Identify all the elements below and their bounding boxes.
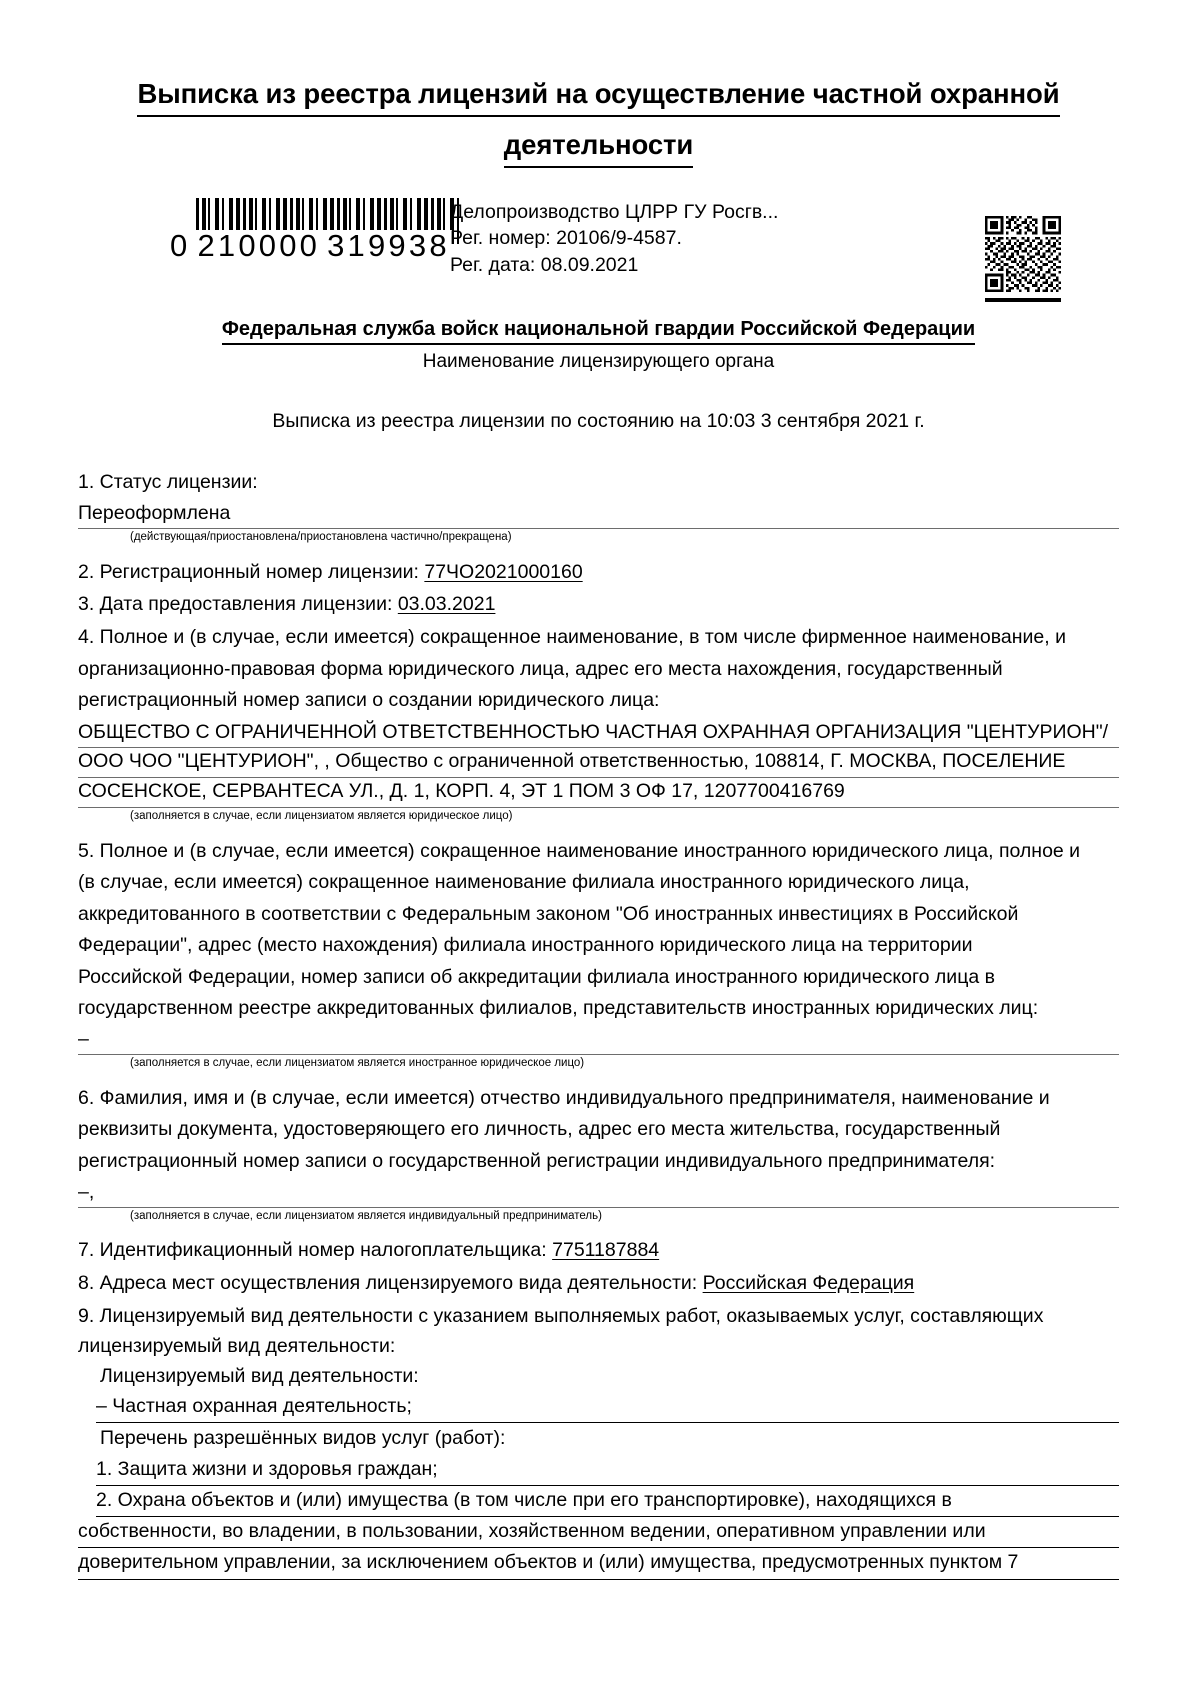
document-body — [78, 467, 1119, 1579]
item-9-licensed-activity — [78, 1301, 1119, 1580]
item-6-text-line-2: реквизиты документа, удостоверяющего его личность, адрес его места жительства, государственный — [78, 1118, 1001, 1141]
page-title-line-2: деятельности — [504, 125, 693, 168]
item-1-license-status — [78, 467, 1119, 544]
item-5-text-line-1: 5. Полное и (в случае, если имеется) сокращенное наименование иностранного юридического лица, полное и — [78, 839, 1081, 862]
item-2-label: 2. Регистрационный номер лицензии: — [78, 560, 419, 583]
item-8-value: Российская Федерация — [702, 1271, 915, 1294]
item-5-value: – — [78, 1027, 1119, 1055]
qr-underline-bar — [985, 298, 1061, 302]
barcode-digit-lead: 0 — [170, 227, 191, 263]
item-4-value-line-2: ООО ЧОО "ЦЕНТУРИОН", , Общество с ограниченной ответственностью, 108814, Г. МОСКВА, ПОСЕЛЕНИЕ — [78, 748, 1119, 778]
barcode-block — [170, 198, 462, 261]
stamp-office-line: Делопроизводство ЦЛРР ГУ Росгв... — [450, 200, 779, 223]
item-1-value: Переоформлена — [78, 501, 1119, 529]
page-title-line-1: Выписка из реестра лицензий на осуществление частной охранной — [137, 74, 1059, 117]
item-6-sole-proprietor — [78, 1083, 1119, 1224]
item-9-service-2-line-2: собственности, во владении, в пользовании, хозяйственном ведении, оперативном управлении или — [78, 1517, 1119, 1548]
item-5-text-line-4: Федерации", адрес (место нахождения) филиала иностранного юридического лица на территории — [78, 934, 973, 957]
item-1-caption: (действующая/приостановлена/приостановлена частично/прекращена) — [130, 531, 512, 544]
item-3-label: 3. Дата предоставления лицензии: — [78, 593, 393, 616]
qr-code-icon — [985, 216, 1061, 292]
stamp-reg-number-line: Рег. номер: 20106/9-4587. — [450, 227, 682, 250]
item-9-services-subheading: Перечень разрешённых видов услуг (работ): — [100, 1427, 506, 1450]
licensing-authority-name: Федеральная служба войск национальной гвардии Российской Федерации — [222, 316, 975, 345]
item-9-service-2 — [96, 1486, 1119, 1517]
page-title — [78, 0, 1119, 168]
item-4-value — [78, 719, 1119, 808]
item-1-label: 1. Статус лицензии: — [78, 471, 258, 494]
item-7-taxpayer-number — [78, 1235, 1119, 1267]
item-7-label: 7. Идентификационный номер налогоплательщика: — [78, 1239, 547, 1262]
item-6-text-line-3: регистрационный номер записи о государственной регистрации индивидуального предпринимателя: — [78, 1149, 996, 1172]
item-5-foreign-entity — [78, 836, 1119, 1071]
licensing-authority — [78, 316, 1119, 375]
stamp-reg-date-line: Рег. дата: 08.09.2021 — [450, 253, 639, 276]
item-9-service-2-line-3: доверительном управлении, за исключением объектов и (или) имущества, предусмотренных пунктом 7 — [78, 1548, 1119, 1579]
registration-stamp-row — [78, 198, 1119, 298]
as-of-statement: Выписка из реестра лицензии по состоянию на 10:03 3 сентября 2021 г. — [272, 410, 925, 433]
item-5-text-line-6: государственном реестре аккредитованных филиалов, представительств иностранных юридических лиц: — [78, 997, 1039, 1020]
item-9-text-line-2: лицензируемый вид деятельности: — [78, 1334, 396, 1357]
item-4-text-line-3: регистрационный номер записи о создании юридического лица: — [78, 689, 660, 712]
item-5-text-line-3: аккредитованного в соответствии с Федеральным законом "Об иностранных инвестициях в Российской — [78, 902, 1019, 925]
item-4-value-line-1: ОБЩЕСТВО С ОГРАНИЧЕННОЙ ОТВЕТСТВЕННОСТЬЮ ЧАСТНАЯ ОХРАННАЯ ОРГАНИЗАЦИЯ "ЦЕНТУРИОН"/ — [78, 719, 1119, 749]
item-4-legal-entity — [78, 622, 1119, 824]
item-8-activity-addresses — [78, 1268, 1119, 1300]
item-6-caption: (заполняется в случае, если лицензиатом является индивидуальный предприниматель) — [130, 1209, 602, 1222]
barcode-digits — [170, 227, 452, 263]
item-5-text-line-5: Российской Федерации, номер записи об аккредитации филиала иностранного юридического лица в — [78, 965, 995, 988]
licensing-authority-caption: Наименование лицензирующего органа — [422, 350, 775, 372]
item-5-caption: (заполняется в случае, если лицензиатом является иностранное юридическое лицо) — [130, 1057, 585, 1070]
item-6-value: –, — [78, 1180, 1119, 1208]
item-7-value: 7751187884 — [552, 1239, 660, 1262]
item-9-service-1: 1. Защита жизни и здоровья граждан; — [96, 1454, 1119, 1486]
item-4-text-line-2: организационно-правовая форма юридического лица, адрес его места нахождения, государственный — [78, 657, 1003, 680]
item-9-service-2-cont — [78, 1517, 1119, 1580]
item-2-registration-number — [78, 557, 1119, 589]
item-4-text-line-1: 4. Полное и (в случае, если имеется) сокращенное наименование, в том числе фирменное наименование, и — [78, 625, 1066, 648]
item-9-activity-subheading: Лицензируемый вид деятельности: — [100, 1364, 419, 1387]
item-9-service-2-line-1: 2. Охрана объектов и (или) имущества (в том числе при его транспортировке), находящихся в — [96, 1486, 1119, 1517]
item-4-caption: (заполняется в случае, если лицензиатом является юридическое лицо) — [130, 809, 513, 822]
item-9-activity-value: – Частная охранная деятельность; — [96, 1391, 1119, 1423]
item-6-text-line-1: 6. Фамилия, имя и (в случае, если имеется) отчество индивидуального предпринимателя, наименование и — [78, 1086, 1050, 1109]
item-9-text-line-1: 9. Лицензируемый вид деятельности с указанием выполняемых работ, оказываемых услуг, составляющих — [78, 1304, 1044, 1327]
item-4-value-line-3: СОСЕНСКОЕ, СЕРВАНТЕСА УЛ., Д. 1, КОРП. 4, ЭТ 1 ПОМ 3 ОФ 17, 1207700416769 — [78, 778, 1119, 808]
barcode-digit-group-2: 319938 — [327, 227, 450, 263]
item-2-value: 77ЧО2021000160 — [424, 560, 583, 583]
item-5-text-line-2: (в случае, если имеется) сокращенное наименование филиала иностранного юридического лица, — [78, 871, 970, 894]
item-8-label: 8. Адреса мест осуществления лицензируемого вида деятельности: — [78, 1271, 698, 1294]
item-3-value: 03.03.2021 — [397, 593, 496, 616]
item-3-issue-date — [78, 589, 1119, 621]
barcode-digit-group-1: 210000 — [197, 227, 321, 263]
registration-stamp-text — [450, 199, 778, 279]
